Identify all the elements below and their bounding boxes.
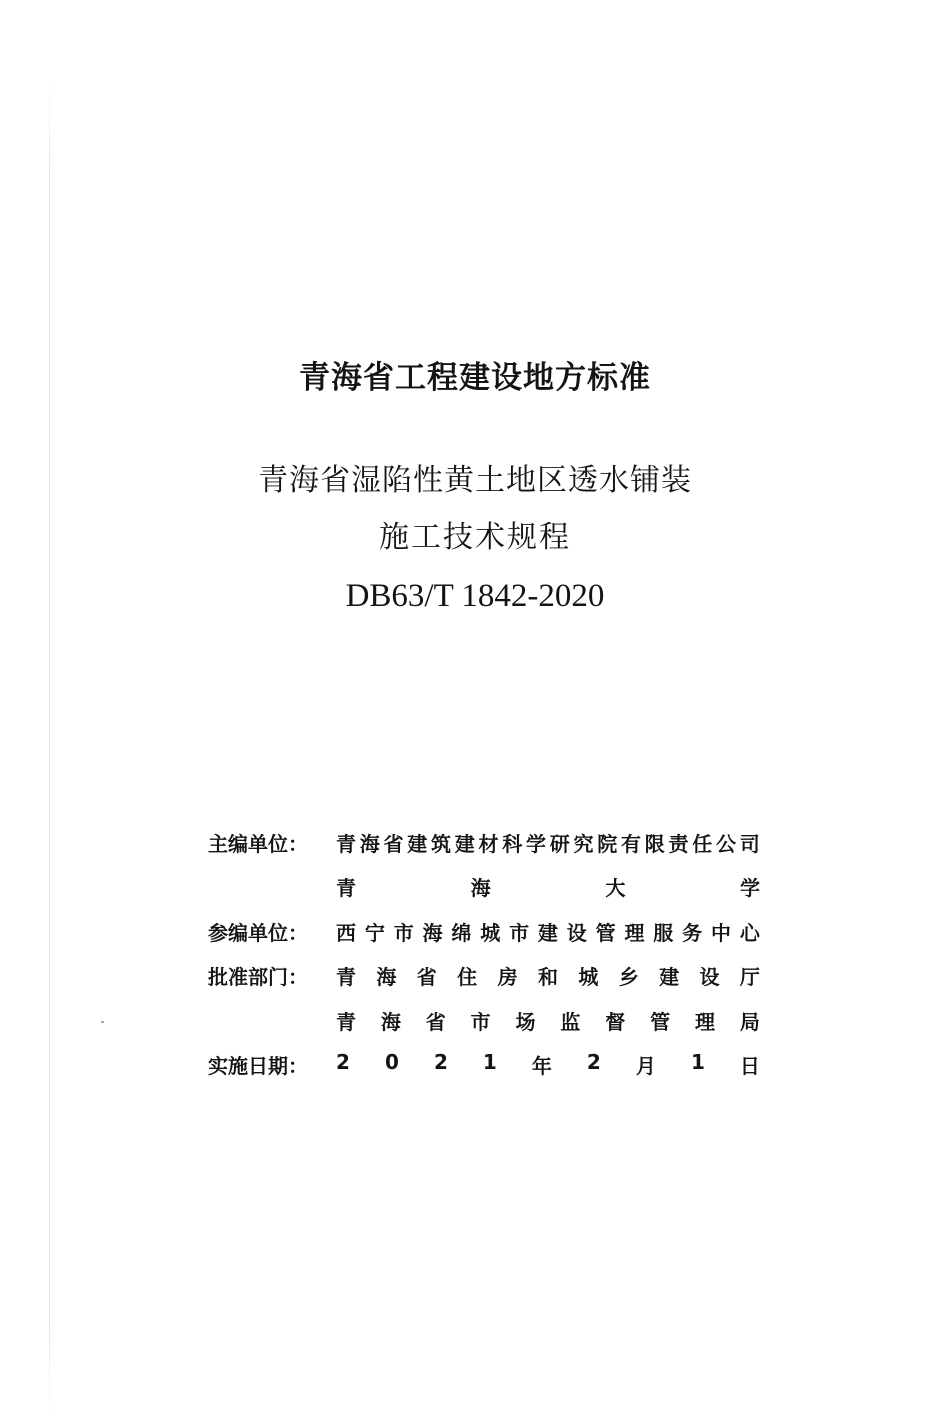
binding-edge-line xyxy=(49,70,50,1426)
info-value-char: 城 xyxy=(578,965,599,990)
info-value-char: 住 xyxy=(457,965,478,990)
info-value-char: 究 xyxy=(573,831,594,856)
info-value xyxy=(336,1050,760,1079)
info-value-char: 房 xyxy=(497,965,518,990)
info-value-char: 省 xyxy=(416,965,437,990)
info-row-chief-editor xyxy=(208,820,760,865)
info-value-char: 任 xyxy=(692,831,713,856)
info-value-char: 建 xyxy=(407,831,428,856)
info-row-participating-editor xyxy=(208,909,760,954)
info-value-char: 宁 xyxy=(364,920,385,945)
info-value-char: 年 xyxy=(531,1054,552,1079)
info-value-char: 海 xyxy=(470,876,491,901)
info-value xyxy=(336,1006,760,1035)
info-value-char: 乡 xyxy=(618,965,639,990)
info-label: 批准部门： xyxy=(208,965,308,990)
info-value-char: 司 xyxy=(739,831,760,856)
info-value xyxy=(336,872,760,901)
info-value-char: 月 xyxy=(635,1054,656,1079)
info-value-char: 省 xyxy=(425,1009,446,1034)
info-value-char: 服 xyxy=(653,920,674,945)
info-value-char: 市 xyxy=(393,920,414,945)
info-value-char: 青 xyxy=(336,831,356,856)
info-value-char: 青 xyxy=(336,965,356,990)
info-value-char: 公 xyxy=(716,831,736,856)
info-label: 实施日期： xyxy=(208,1054,308,1079)
info-value-char: 日 xyxy=(739,1054,760,1079)
info-value-char: 局 xyxy=(739,1009,760,1034)
info-value-char: 城 xyxy=(480,920,501,945)
document-title-line-2: 施工技术规程 xyxy=(379,520,571,555)
info-value-char: 理 xyxy=(695,1009,715,1034)
info-label: 参编单位： xyxy=(208,920,308,945)
info-value-char: 学 xyxy=(526,831,546,856)
document-title-line-1: 青海省湿陷性黄土地区透水铺装 xyxy=(258,463,692,498)
info-value-char: 限 xyxy=(644,831,665,856)
info-value-char: 大 xyxy=(605,876,626,901)
info-value-char: 学 xyxy=(739,876,760,901)
info-value-char: 场 xyxy=(515,1009,536,1034)
info-value-char: 设 xyxy=(566,920,587,945)
info-value-char: 青 xyxy=(336,876,356,901)
info-value-char: 院 xyxy=(597,831,618,856)
standard-series-title: 青海省工程建设地方标准 xyxy=(299,360,651,396)
info-row-implementation-date xyxy=(208,1043,760,1088)
info-value-char: 设 xyxy=(699,965,720,990)
standard-code: DB63/T 1842-2020 xyxy=(345,578,605,614)
info-value xyxy=(336,961,760,990)
info-value-char: 筑 xyxy=(431,831,451,856)
info-value-char: 市 xyxy=(509,920,530,945)
info-value-char: 青 xyxy=(336,1009,356,1034)
info-value-char: 理 xyxy=(624,920,645,945)
info-value-char: 0 xyxy=(384,1050,399,1075)
info-value xyxy=(336,917,760,946)
info-value-char: 2 xyxy=(336,1050,350,1075)
info-row-approving-department-2 xyxy=(208,998,760,1043)
info-row-approving-department xyxy=(208,954,760,999)
info-value-char: 管 xyxy=(650,1009,671,1034)
info-label: 主编单位： xyxy=(208,831,308,856)
info-row-chief-editor-2 xyxy=(208,865,760,910)
info-value-char: 绵 xyxy=(451,920,472,945)
info-value-char: 建 xyxy=(659,965,680,990)
info-value-char: 研 xyxy=(549,831,570,856)
info-value-char: 海 xyxy=(376,965,397,990)
info-value-char: 建 xyxy=(454,831,475,856)
info-value-char: 责 xyxy=(668,831,689,856)
info-value-char: 海 xyxy=(359,831,380,856)
info-value-char: 督 xyxy=(605,1009,626,1034)
info-value-char: 市 xyxy=(470,1009,491,1034)
info-value xyxy=(336,828,760,857)
info-value-char: 2 xyxy=(586,1050,601,1075)
info-value-char: 省 xyxy=(383,831,404,856)
info-value-char: 1 xyxy=(482,1050,497,1075)
info-value-char: 务 xyxy=(682,920,703,945)
scan-speck xyxy=(101,1021,104,1023)
publication-info-block xyxy=(208,820,760,1087)
info-value-char: 管 xyxy=(595,920,616,945)
info-value-char: 有 xyxy=(621,831,641,856)
info-value-char: 建 xyxy=(537,920,558,945)
info-value-char: 和 xyxy=(537,965,558,990)
info-value-char: 西 xyxy=(336,920,356,945)
info-value-char: 厅 xyxy=(739,965,760,990)
info-value-char: 2 xyxy=(433,1050,448,1075)
info-value-char: 材 xyxy=(478,831,499,856)
info-value-char: 心 xyxy=(739,920,760,945)
info-value-char: 中 xyxy=(710,920,731,945)
info-value-char: 海 xyxy=(380,1009,401,1034)
info-value-char: 海 xyxy=(422,920,443,945)
info-value-char: 1 xyxy=(690,1050,705,1075)
info-value-char: 科 xyxy=(502,831,523,856)
info-value-char: 监 xyxy=(560,1009,581,1034)
